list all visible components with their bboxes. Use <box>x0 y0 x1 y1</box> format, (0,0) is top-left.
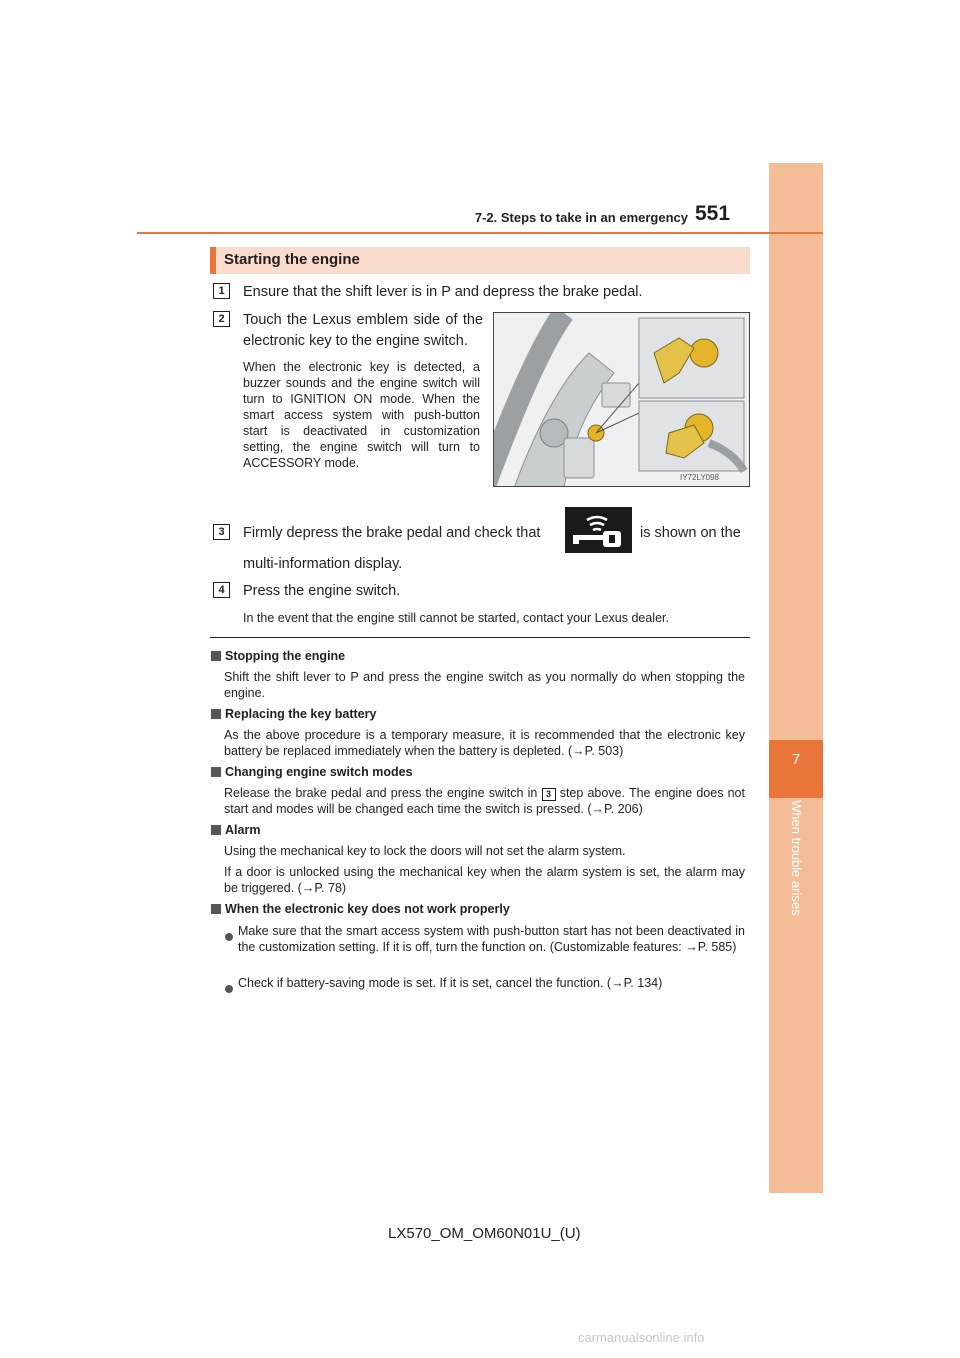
step-number-4: 4 <box>213 582 230 598</box>
step-number-3: 3 <box>213 524 230 540</box>
note-title-alarm: Alarm <box>211 823 260 837</box>
page-number: 551 <box>695 202 731 225</box>
square-bullet-icon <box>211 709 221 719</box>
step-number-1: 1 <box>213 283 230 299</box>
square-bullet-icon <box>211 825 221 835</box>
step-4-text: Press the engine switch. <box>243 583 401 599</box>
engine-start-indicator-icon <box>565 507 632 553</box>
bullet-dot-icon <box>225 928 233 946</box>
step-number-2: 2 <box>213 311 230 327</box>
chapter-number: 7 <box>791 751 801 768</box>
note-title-stopping: Stopping the engine <box>211 649 345 663</box>
step-3-text-before: Firmly depress the brake pedal and check that <box>243 525 541 541</box>
document-code: LX570_OM_OM60N01U_(U) <box>388 1225 581 1242</box>
note-text-modes: Release the brake pedal and press the engine switch in 3 step above. The engine does not start and modes will be changed each time the switch is pressed. (→P. 206) <box>224 786 745 816</box>
section-title: Starting the engine <box>224 251 360 268</box>
step-2-note: When the electronic key is detected, a buzzer sounds and the engine switch will turn to IGNITION ON mode. When the smart access system with push-button start is deactivated in customization setting, the engine switch will turn to ACCESSORY mode. <box>243 360 480 470</box>
step-1-text: Ensure that the shift lever is in P and depress the brake pedal. <box>243 284 643 300</box>
step-ref-box: 3 <box>542 788 556 801</box>
note-title-modes: Changing engine switch modes <box>211 765 413 779</box>
note-text-stopping: Shift the shift lever to P and press the engine switch as you normally do when stopping the engine. <box>224 670 745 700</box>
key-indicator-icon <box>565 507 632 553</box>
header-rule <box>137 232 823 234</box>
step-3-text-line2: multi-information display. <box>243 556 403 572</box>
square-bullet-icon <box>211 767 221 777</box>
note-title-key: When the electronic key does not work properly <box>211 902 510 916</box>
step-4-note: In the event that the engine still cannot be started, contact your Lexus dealer. <box>243 611 669 625</box>
dashboard-drawing <box>494 313 750 487</box>
watermark: carmanualsonline.info <box>578 1330 705 1345</box>
step-2-text: Touch the Lexus emblem side of the electronic key to the engine switch. <box>243 312 483 349</box>
note-bullet-2: Check if battery-saving mode is set. If it is set, cancel the function. (→P. 134) <box>238 976 663 990</box>
note-text-battery: As the above procedure is a temporary measure, it is recommended that the electronic key battery be replaced immediately when the battery is depleted. (→P. 503) <box>224 728 745 758</box>
note-text-alarm: Using the mechanical key to lock the doors will not set the alarm system. <box>224 844 626 858</box>
bullet-dot-icon <box>225 980 233 998</box>
section-divider <box>210 637 750 638</box>
note-text-alarm-2: If a door is unlocked using the mechanical key when the alarm system is set, the alarm may be triggered. (→P. 78) <box>224 865 745 895</box>
note-bullet-1: Make sure that the smart access system with push-button start has not been deactivated in the customization setting. If it is off, turn the function on. (Customizable features: →P. 585) <box>238 924 745 954</box>
engine-switch-illustration <box>493 312 750 487</box>
square-bullet-icon <box>211 651 221 661</box>
chapter-tab-active <box>769 740 823 798</box>
square-bullet-icon <box>211 904 221 914</box>
step-3-text-after: is shown on the <box>640 525 741 541</box>
running-header: 7-2. Steps to take in an emergency <box>474 210 688 225</box>
note-title-battery: Replacing the key battery <box>211 707 376 721</box>
chapter-tab-strip <box>769 163 823 1193</box>
illustration-code: IY72LY098 <box>680 473 719 482</box>
